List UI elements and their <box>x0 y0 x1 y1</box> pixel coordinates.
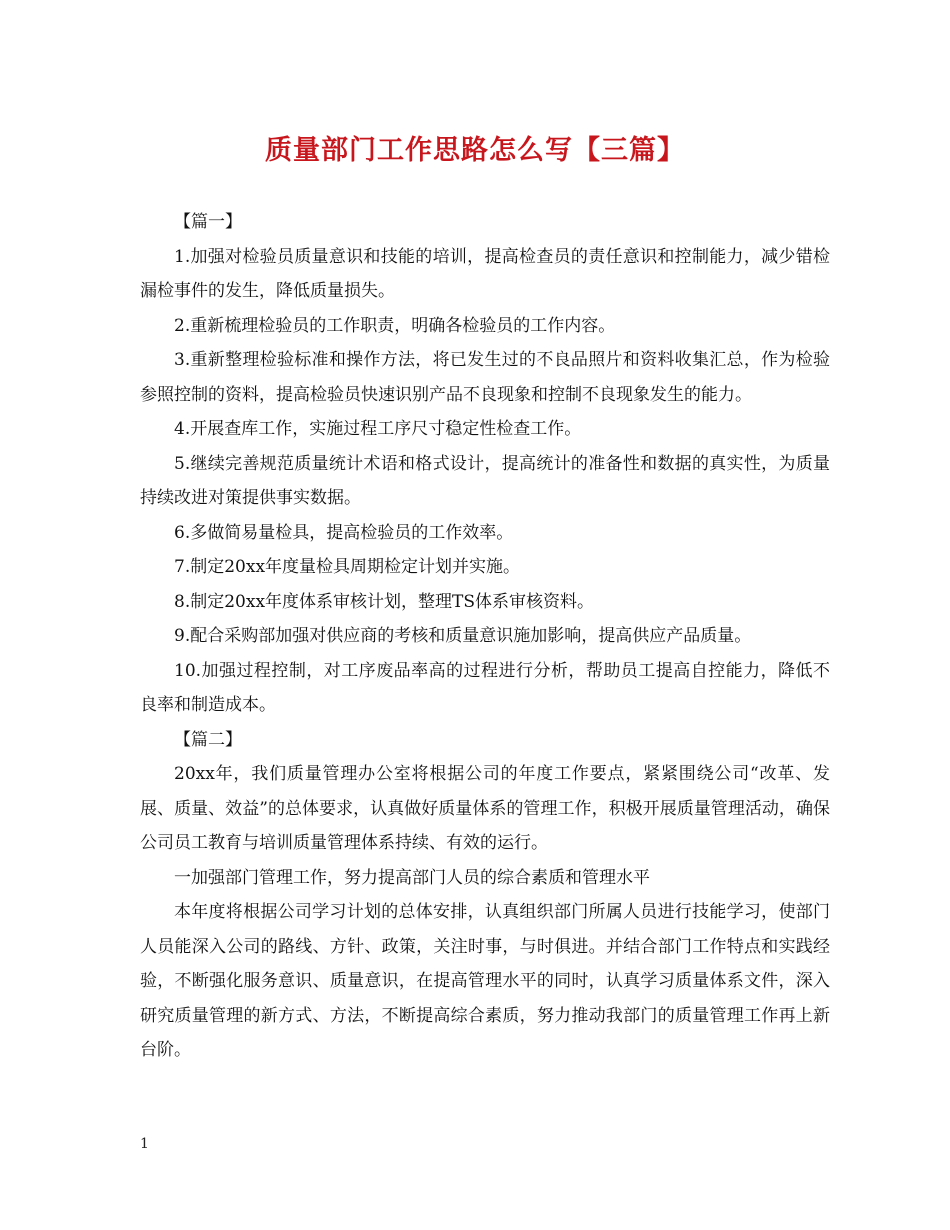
paragraph: 4.开展查库工作，实施过程工序尺寸稳定性检查工作。 <box>174 419 582 439</box>
paragraph: 20xx年，我们质量管理办公室将根据公司的年度工作要点，紧紧围绕公司“改革、发展、质量、效益”的总体要求，认真做好质量体系的管理工作，积极开展质量管理活动，确保公司员工教育与培训质量管理体系持续、有效的运行。 <box>140 764 830 853</box>
paragraph: 6.多做简易量检具，提高检验员的工作效率。 <box>174 522 514 543</box>
paragraph: 1.加强对检验员质量意识和技能的培训，提高检查员的责任意识和控制能力，减少错检漏检事件的发生，降低质量损失。 <box>140 246 830 301</box>
section-heading-2: 【篇二】 <box>174 729 242 750</box>
paragraph: 2.重新梳理检验员的工作职责，明确各检验员的工作内容。 <box>174 315 616 336</box>
paragraph: 一加强部门管理工作，努力提高部门人员的综合素质和管理水平 <box>174 867 650 888</box>
paragraph: 10.加强过程控制，对工序废品率高的过程进行分析，帮助员工提高自控能力，降低不良率和制造成本。 <box>140 660 830 715</box>
section-heading-1: 【篇一】 <box>174 212 242 232</box>
paragraph: 本年度将根据公司学习计划的总体安排，认真组织部门所属人员进行技能学习，使部门人员能深入公司的路线、方针、政策，关注时事，与时俱进。并结合部门工作特点和实践经验，不断强化服务意识、质量意识，在提高管理水平的同时，认真学习质量体系文件，深入研究质量管理的新方式、方法，不断提高综合素质，努力推动我部门的质量管理工作再上新台阶。 <box>140 902 830 1060</box>
document-title: 质量部门工作思路怎么写【三篇】 <box>265 135 685 166</box>
paragraph: 5.继续完善规范质量统计术语和格式设计，提高统计的准备性和数据的真实性，为质量持续改进对策提供事实数据。 <box>140 453 830 508</box>
document-body <box>140 205 830 1068</box>
paragraph: 9.配合采购部加强对供应商的考核和质量意识施加影响，提高供应产品质量。 <box>174 626 752 646</box>
page-number: 1 <box>140 1136 149 1152</box>
paragraph: 8.制定20xx年度体系审核计划，整理TS体系审核资料。 <box>174 591 595 612</box>
paragraph: 7.制定20xx年度量检具周期检定计划并实施。 <box>174 557 521 577</box>
paragraph: 3.重新整理检验标准和操作方法，将已发生过的不良品照片和资料收集汇总，作为检验参照控制的资料，提高检验员快速识别产品不良现象和控制不良现象发生的能力。 <box>140 350 830 405</box>
